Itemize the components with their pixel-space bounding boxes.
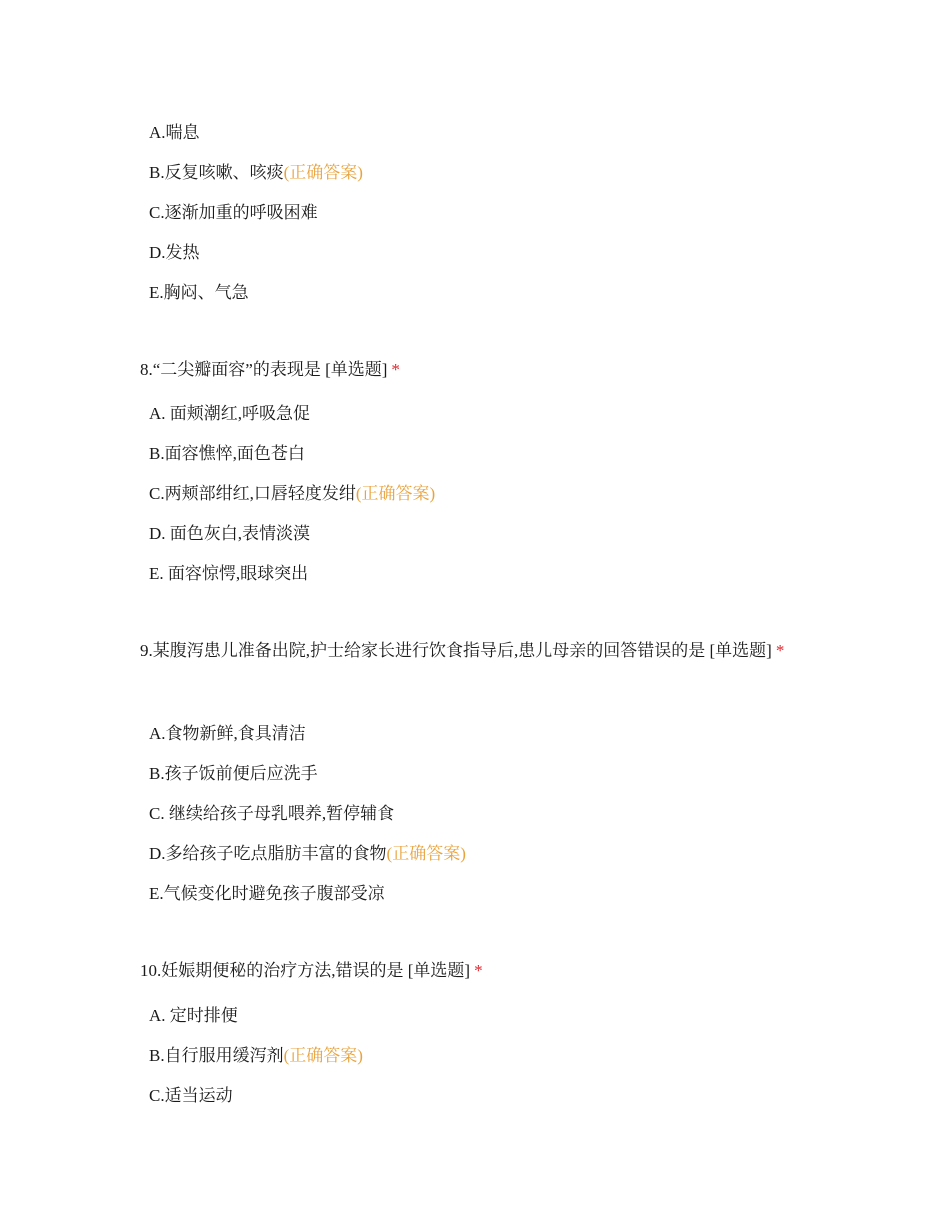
option-8b (149, 434, 305, 474)
option-text: A. 定时排便 (149, 1006, 238, 1025)
option-text: E.气候变化时避免孩子腹部受凉 (149, 884, 385, 903)
option-9d (149, 834, 466, 874)
option-text: E.胸闷、气急 (149, 283, 249, 302)
option-text: C.逐渐加重的呼吸困难 (149, 203, 318, 222)
option-10a (149, 996, 238, 1036)
option-7e (149, 273, 249, 313)
option-text: B.自行服用缓泻剂 (149, 1046, 284, 1065)
question-8-title (140, 350, 820, 389)
correct-answer-tag: (正确答案) (355, 484, 436, 503)
option-7c (149, 193, 318, 233)
option-text: D.多给孩子吃点脂肪丰富的食物 (149, 844, 387, 863)
option-text: D. 面色灰白,表情淡漠 (149, 524, 311, 543)
option-9e (149, 874, 385, 914)
option-text: C. 继续给孩子母乳喂养,暂停辅食 (149, 804, 395, 823)
option-7b (149, 153, 363, 193)
required-mark: * (474, 961, 483, 980)
question-10-title (140, 951, 820, 990)
correct-answer-tag: (正确答案) (283, 163, 363, 182)
option-text: E. 面容惊愕,眼球突出 (149, 564, 309, 583)
option-10b (149, 1036, 363, 1076)
option-text: D.发热 (149, 243, 200, 262)
required-mark: * (775, 641, 785, 660)
option-text: B.反复咳嗽、咳痰 (149, 163, 284, 182)
option-7d (149, 233, 200, 273)
option-9b (149, 754, 318, 794)
option-9c (149, 794, 394, 834)
option-text: A. 面颊潮红,呼吸急促 (149, 404, 311, 423)
option-text: B.面容憔悴,面色苍白 (149, 444, 305, 463)
option-8d (149, 514, 310, 554)
option-text: C.适当运动 (149, 1086, 233, 1105)
option-text: A.食物新鲜,食具清洁 (149, 724, 306, 743)
option-8c (149, 474, 435, 514)
required-mark: * (391, 360, 400, 379)
option-9a (149, 714, 306, 754)
option-8e (149, 554, 308, 594)
option-text: A.喘息 (149, 123, 200, 142)
option-10c (149, 1076, 233, 1116)
question-text: 8.“二尖瓣面容”的表现是 [单选题] (140, 360, 388, 379)
question-9-title (140, 631, 820, 670)
option-8a (149, 394, 310, 434)
option-7a (149, 113, 200, 153)
correct-answer-tag: (正确答案) (386, 844, 466, 863)
question-text: 10.妊娠期便秘的治疗方法,错误的是 [单选题] (140, 961, 471, 980)
option-text: B.孩子饭前便后应洗手 (149, 764, 318, 783)
correct-answer-tag: (正确答案) (283, 1046, 363, 1065)
option-text: C.两颊部绀红,口唇轻度发绀 (149, 484, 356, 503)
question-text: 9.某腹泻患儿准备出院,护士给家长进行饮食指导后,患儿母亲的回答错误的是 [单选题] (140, 641, 772, 660)
